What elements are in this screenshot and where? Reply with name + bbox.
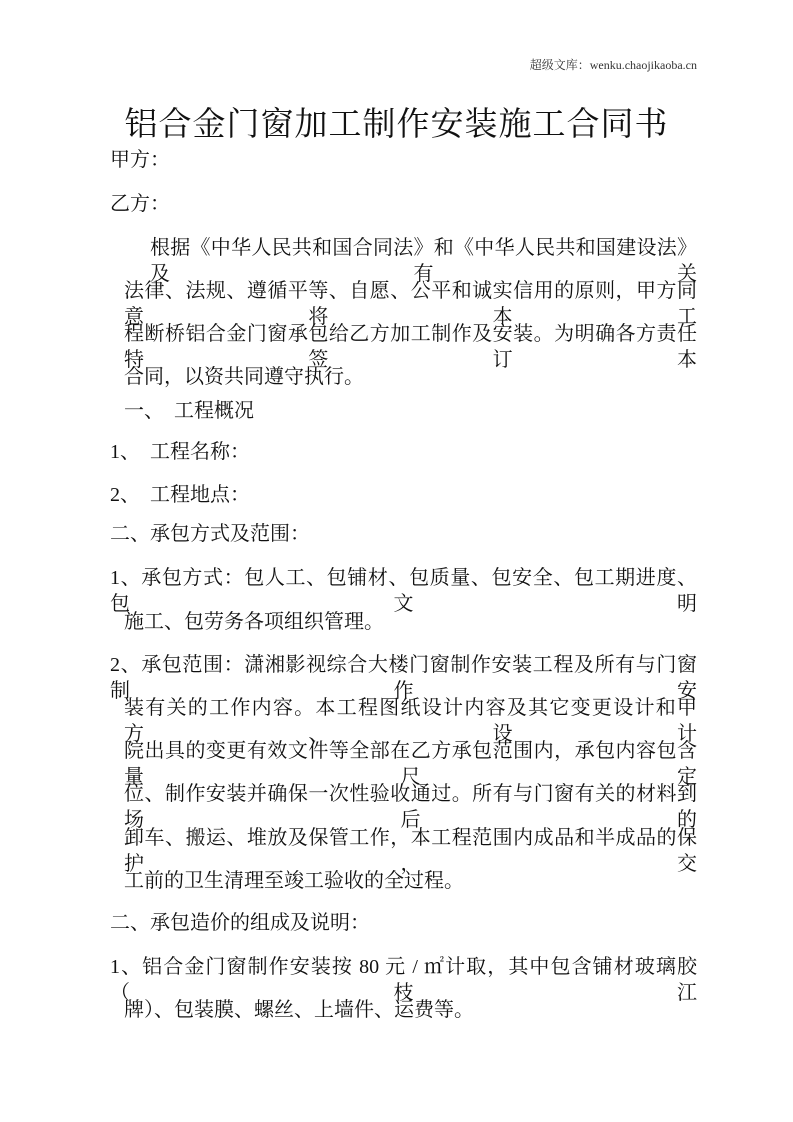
clause-line: 1、铝合金门窗制作安装按 80 元 / ㎡计取，其中包含铺材玻璃胶（枝江 — [110, 956, 697, 1004]
preamble-line: 法律、法规、遵循平等、自愿、公平和诚实信用的原则，甲方同意将本工 — [124, 280, 697, 328]
clause-line: 位、制作安装并确保一次性验收通过。所有与门窗有关的材料到场后的 — [124, 783, 697, 831]
clause-line: 牌）、包装膜、螺丝、上墙件、运费等。 — [124, 999, 474, 1021]
clause-line: 工前的卫生清理至竣工验收的全过程。 — [124, 870, 464, 892]
clause-line: 装有关的工作内容。本工程图纸设计内容及其它变更设计和甲方、设计 — [124, 697, 697, 745]
preamble-line: 合同，以资共同遵守执行。 — [124, 366, 364, 388]
clause-line: 院出具的变更有效文件等全部在乙方承包范围内，承包内容包含量尺定 — [124, 740, 697, 788]
preamble-line: 根据《中华人民共和国合同法》和《中华人民共和国建设法》及有关 — [150, 237, 697, 285]
clause-line: 卸车、搬运、堆放及保管工作，本工程范围内成品和半成品的保护，交 — [124, 827, 697, 875]
section-heading: 二、承包方式及范围： — [110, 523, 310, 545]
page-header: 超级文库：wenku.chaojikaoba.cn — [529, 58, 697, 72]
section-heading: 二、承包造价的组成及说明： — [110, 912, 370, 934]
party-b-label: 乙方： — [110, 193, 170, 215]
project-name-field: 1、 工程名称： — [110, 441, 250, 463]
project-location-field: 2、 工程地点： — [110, 484, 250, 506]
clause-line: 施工、包劳务各项组织管理。 — [124, 611, 384, 633]
section-heading: 一、 工程概况 — [124, 400, 254, 422]
document-title: 铝合金门窗加工制作安装施工合同书 — [124, 107, 669, 143]
preamble-line: 程断桥铝合金门窗承包给乙方加工制作及安装。为明确各方责任特签订本 — [124, 323, 697, 371]
clause-line: 2、承包范围：潇湘影视综合大楼门窗制作安装工程及所有与门窗制作安 — [110, 654, 697, 702]
clause-line: 1、承包方式：包人工、包铺材、包质量、包安全、包工期进度、包文明 — [110, 567, 697, 615]
party-a-label: 甲方： — [110, 149, 170, 171]
